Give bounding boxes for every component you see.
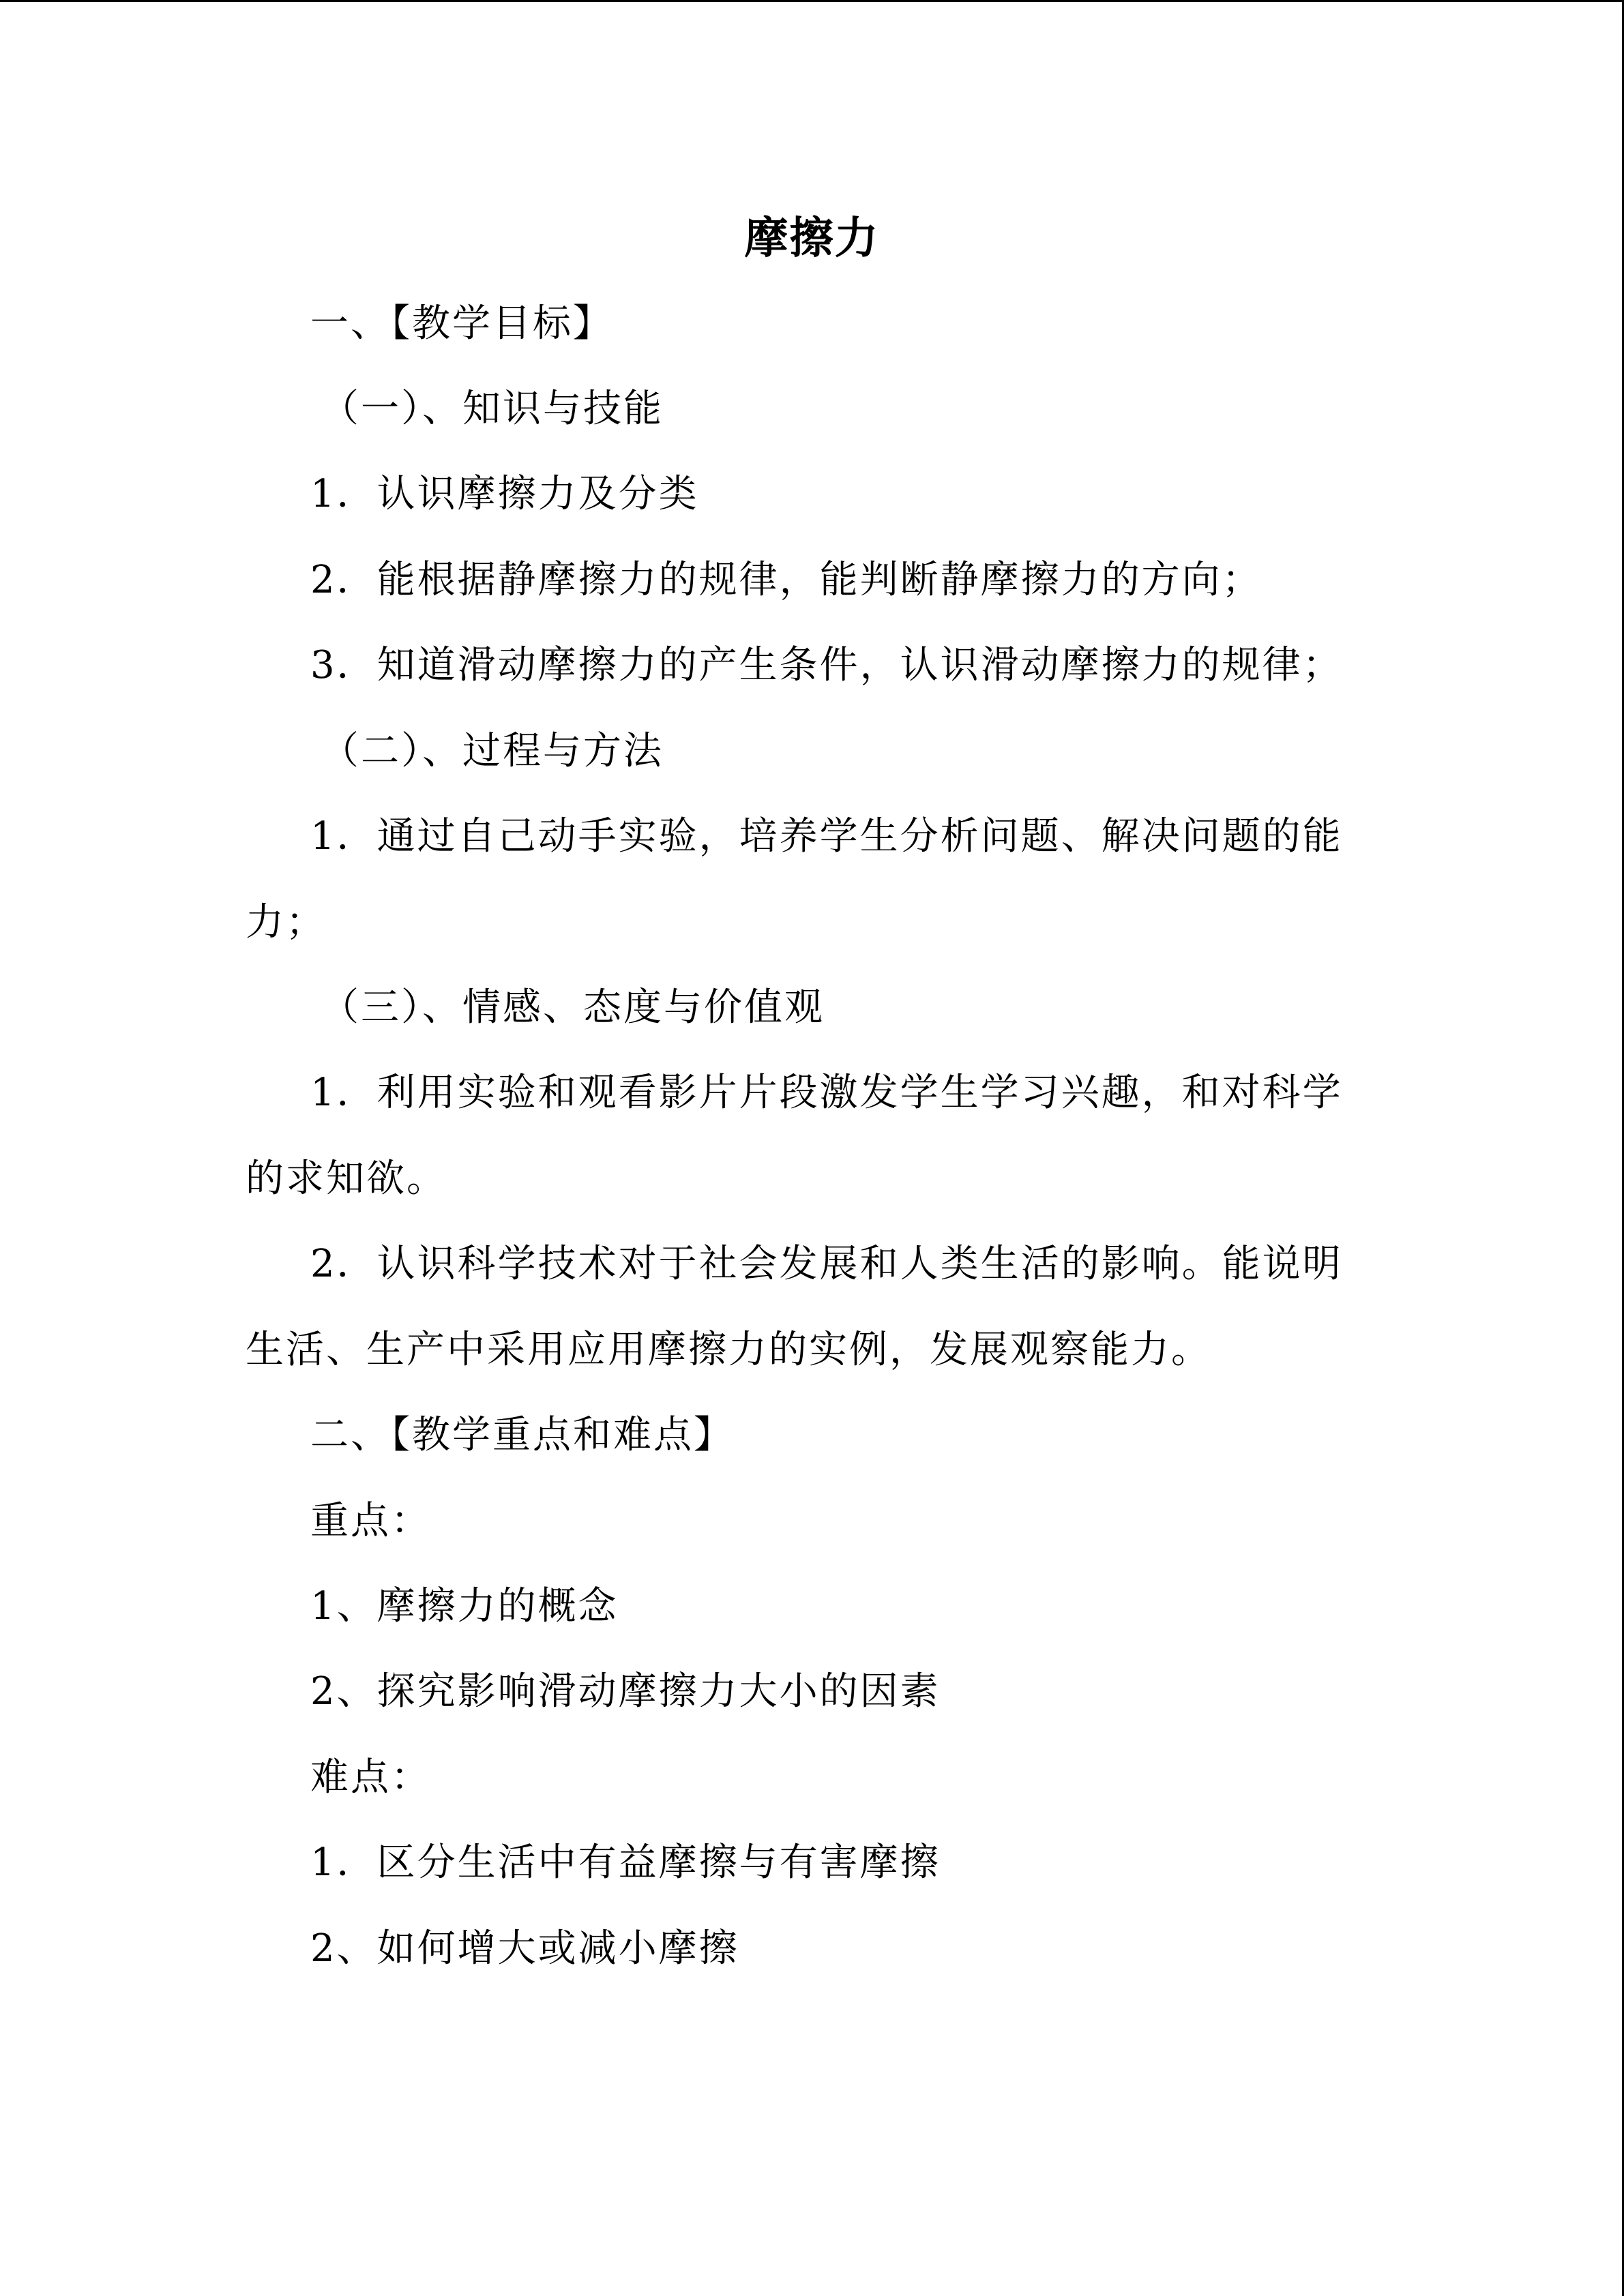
subsection-heading-knowledge: （一）、知识与技能: [321, 387, 664, 431]
list-item: 2．能根据静摩擦力的规律，能判断静摩擦力的方向；: [310, 558, 1263, 602]
page-title: 摩擦力: [744, 213, 880, 264]
list-item: 2、探究影响滑动摩擦力大小的因素: [310, 1669, 941, 1714]
list-item: 1、摩擦力的概念: [310, 1584, 619, 1628]
key-points-label: 重点：: [310, 1499, 431, 1543]
list-item: 2、如何增大或减小摩擦: [310, 1926, 739, 1971]
list-item-continuation: 的求知欲。: [246, 1157, 447, 1201]
list-item: 1．认识摩擦力及分类: [310, 472, 699, 516]
difficult-points-label: 难点：: [310, 1755, 431, 1800]
list-item: 1．通过自己动手实验，培养学生分析问题、解决问题的能: [310, 814, 1343, 859]
list-item-continuation: 力；: [246, 900, 326, 944]
list-item: 1．区分生活中有益摩擦与有害摩擦: [310, 1840, 941, 1885]
list-item-continuation: 生活、生产中采用应用摩擦力的实例，发展观察能力。: [246, 1328, 1211, 1372]
subsection-heading-values: （三）、情感、态度与价值观: [321, 985, 825, 1030]
subsection-heading-process: （二）、过程与方法: [321, 729, 664, 773]
list-item: 2．认识科学技术对于社会发展和人类生活的影响。能说明: [310, 1242, 1343, 1286]
section-heading-objectives: 一、【教学目标】: [310, 301, 613, 346]
section-heading-key-points: 二、【教学重点和难点】: [310, 1413, 734, 1457]
list-item: 1．利用实验和观看影片片段激发学生学习兴趣，和对科学: [310, 1071, 1343, 1115]
list-item: 3．知道滑动摩擦力的产生条件，认识滑动摩擦力的规律；: [310, 643, 1343, 687]
